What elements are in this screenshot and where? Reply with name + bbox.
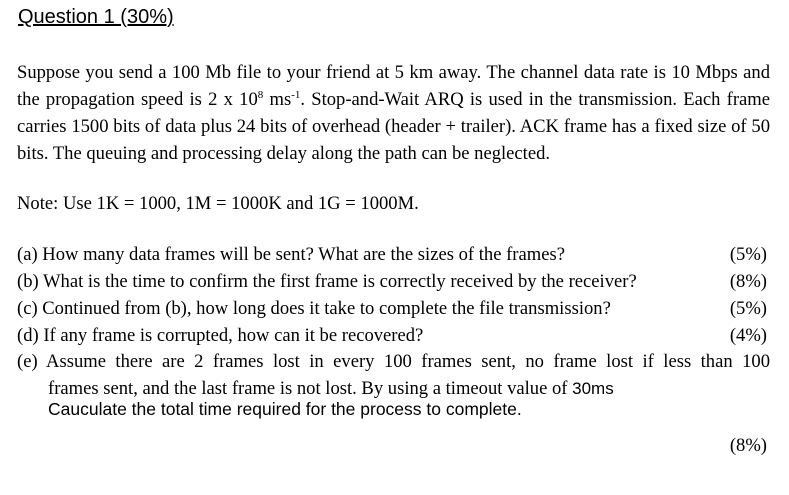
statement-part-3: . Stop-and-Wait ARQ is used in the transmission. Each frame carries 1500 bits of data plus 24 bits of overhead (header + trailer). ACK frame has a fixed size of 50 bits. The queuing and processing delay along the path can be neglected. (17, 89, 770, 164)
question-c-text: (c) Continued from (b), how long does it take to complete the file transmission? (17, 298, 611, 319)
question-e-line-3: Cauculate the total time required for the process to complete. (48, 399, 522, 419)
statement-part-2: ms (263, 89, 292, 110)
problem-statement (17, 59, 770, 167)
question-b-marks: (8%) (729, 271, 767, 292)
question-e-line-1: (e) Assume there are 2 frames lost in every 100 frames sent, no frame lost if less than 100 (17, 351, 770, 372)
question-b-text: (b) What is the time to confirm the first frame is correctly received by the receiver? (17, 271, 637, 292)
question-e-marks: (8%) (729, 435, 767, 456)
exponent-minus-1: -1 (291, 89, 301, 101)
question-e-timeout: 30ms (572, 379, 614, 398)
question-d-text: (d) If any frame is corrupted, how can it be recovered? (17, 325, 424, 346)
question-e-line-2-text: frames sent, and the last frame is not lost. By using a timeout value of (48, 378, 573, 399)
statement-part-1: Suppose you send a 100 Mb file to your friend at 5 km away. The channel data rate is 10 Mbps and the propagation speed is 2 x 10 (17, 62, 770, 110)
unit-note: Note: Use 1K = 1000, 1M = 1000K and 1G = 1000M. (17, 193, 419, 214)
question-a-text: (a) How many data frames will be sent? What are the sizes of the frames? (17, 244, 565, 265)
question-c-marks: (5%) (729, 298, 767, 319)
question-d-marks: (4%) (729, 325, 767, 346)
question-e-line-2 (48, 375, 614, 402)
question-title: Question 1 (30%) (18, 6, 174, 28)
exponent-8: 8 (257, 89, 264, 101)
question-a-marks: (5%) (729, 244, 767, 265)
